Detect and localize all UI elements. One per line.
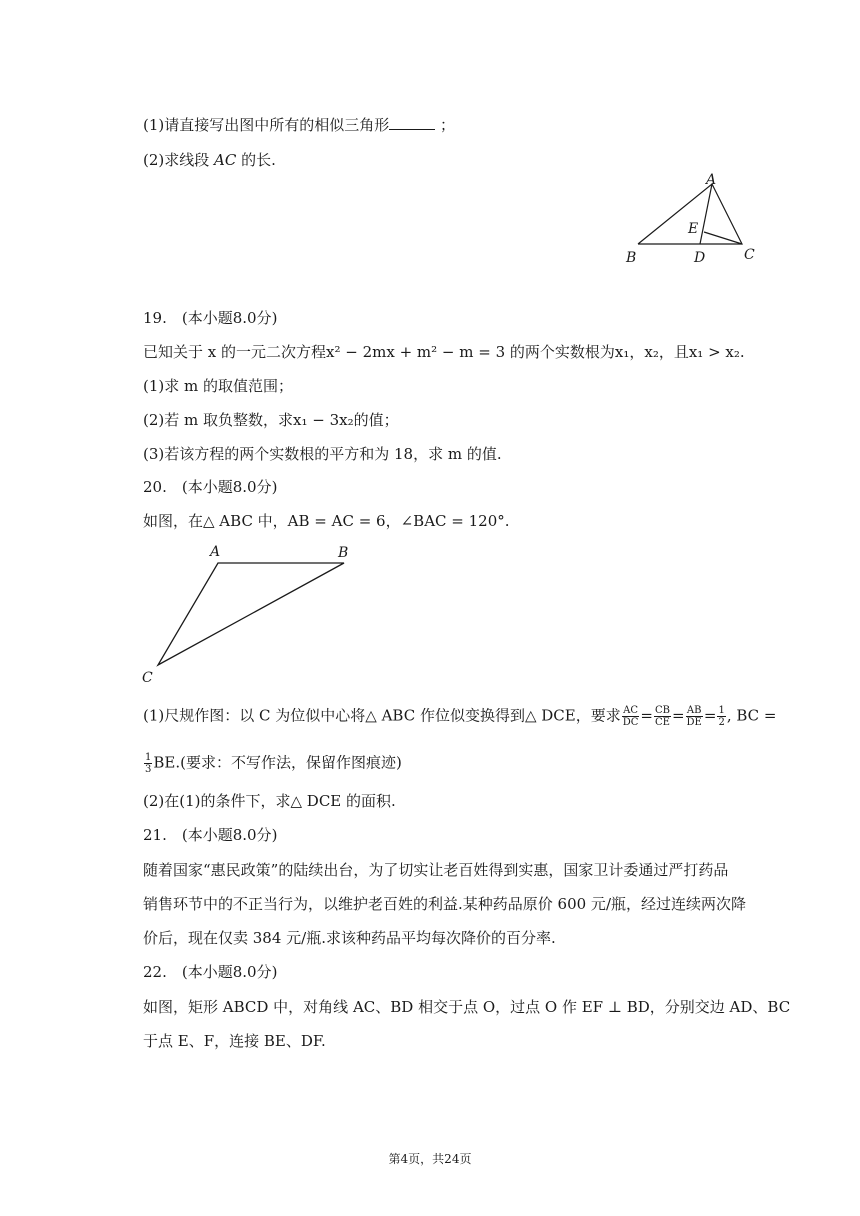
q19-stem: 已知关于 x 的一元二次方程x² − 2mx + m² − m = 3 的两个实数根为x₁，x₂，且x₁ > x₂. [143, 343, 745, 361]
q22-line2: 于点 E、F，连接 BE、DF. [143, 1032, 326, 1050]
q21-header: 21. (本小题8.0分) [143, 826, 278, 844]
figure-20-triangle [140, 540, 360, 685]
q18-part1: (1)请直接写出图中所有的相似三角形 ； [143, 116, 456, 134]
page-footer: 第4页，共24页 [388, 1152, 472, 1166]
q21-line2: 销售环节中的不正当行为，以维护老百姓的利益.某种药品原价 600 元/瓶，经过连续两次降 [143, 895, 746, 913]
fraction: $\frac{AC}{DC}$ [622, 705, 639, 728]
q22-header: 22. (本小题8.0分) [143, 963, 278, 981]
q19-part2: (2)若 m 取负整数，求x₁ − 3x₂的值； [143, 411, 399, 429]
label-A: A [210, 544, 221, 560]
q18-part2: (2)求线段 AC 的长. [143, 151, 276, 169]
q22-line1: 如图，矩形 ABCD 中，对角线 AC、BD 相交于点 O，过点 O 作 EF ⊥ BD，分别交边 AD、BC [143, 998, 791, 1016]
fraction: $\frac{CB}{CE}$ [654, 705, 670, 728]
label-B: B [338, 545, 349, 561]
label-A: A [706, 172, 717, 188]
q20-stem: 如图，在△ ABC 中，AB = AC = 6，∠BAC = 120°. [143, 512, 510, 530]
label-E: E [688, 221, 699, 237]
q20-part2: (2)在(1)的条件下，求△ DCE 的面积. [143, 792, 396, 810]
q19-part1: (1)求 m 的取值范围； [143, 377, 294, 395]
figure-18-triangle [620, 170, 760, 270]
q21-line3: 价后，现在仅卖 384 元/瓶.求该种药品平均每次降价的百分率. [143, 929, 556, 947]
label-D: D [694, 250, 706, 266]
label-B: B [626, 250, 637, 266]
q21-line1: 随着国家“惠民政策”的陆续出台，为了切实让老百姓得到实惠，国家卫计委通过严打药品 [143, 861, 729, 879]
fraction: $\frac{1}{2}$ [718, 705, 725, 728]
q20-header: 20. (本小题8.0分) [143, 478, 278, 496]
q19-header: 19. (本小题8.0分) [143, 309, 278, 327]
q20-part1-cont: $\frac{1}{3}$ BE.(要求：不写作法，保留作图痕迹) [145, 752, 402, 775]
q19-part3: (3)若该方程的两个实数根的平方和为 18，求 m 的值. [143, 445, 502, 463]
answer-blank [389, 115, 435, 130]
fraction: $\frac{1}{3}$ [145, 752, 152, 775]
q20-part1: (1)尺规作图：以 C 为位似中心将△ ABC 作位似变换得到△ DCE，要求 $\frac{AC}{DC}$ = $\frac{CB}{CE}$ = $\frac{AB}{DE}$ = $\frac{1}{2}$ , BC = [143, 705, 777, 728]
fraction: $\frac{AB}{DE}$ [686, 705, 702, 728]
label-C: C [744, 247, 755, 263]
label-C: C [142, 670, 153, 685]
